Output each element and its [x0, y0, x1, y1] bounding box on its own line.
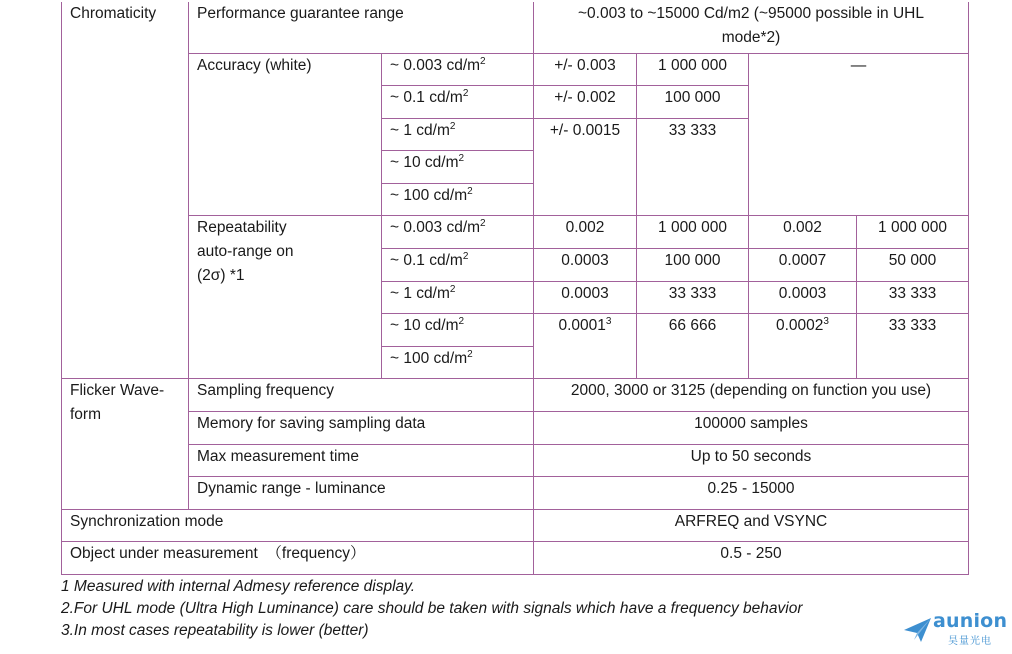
table-row: [62, 412, 969, 445]
accuracy-level: ~ 0.003 $cd/m^2$: [382, 53, 534, 86]
repeat-value-c: 0.0002$^3$: [749, 314, 857, 379]
accuracy-tolerance: +/- 0.002: [534, 86, 637, 119]
flicker-param: Max measurement time: [189, 444, 534, 477]
repeat-value-b: 33 333: [637, 281, 749, 314]
repeat-value-a: 0.002: [534, 216, 637, 249]
perf-range-value: [534, 2, 969, 53]
repeat-value-b: 66 666: [637, 314, 749, 379]
repeat-value-c: 0.002: [749, 216, 857, 249]
table-row: [62, 2, 969, 53]
accuracy-count: 1 000 000: [637, 53, 749, 86]
accuracy-na: [749, 53, 969, 216]
dash-mark: —: [850, 56, 867, 74]
table-row: [62, 477, 969, 510]
aunion-logo: [903, 610, 1008, 647]
accuracy-level: ~ 100 $cd/m^2$: [382, 183, 534, 216]
repeat-value-d: 33 333: [857, 281, 969, 314]
repeat-level: ~ 1 $cd/m^2$: [382, 281, 534, 314]
perf-range-label: Performance guarantee range: [189, 2, 534, 53]
table-row: [62, 379, 969, 412]
flicker-value: 100000 samples: [534, 412, 969, 445]
repeat-value-c: 0.0007: [749, 249, 857, 282]
repeat-value-b: 1 000 000: [637, 216, 749, 249]
repeat-value-d: 33 333: [857, 314, 969, 379]
accuracy-label: Accuracy (white): [189, 53, 382, 216]
repeatability-label: Repeatability auto-range on (2σ) *1: [189, 216, 382, 379]
accuracy-level: ~ 1 $cd/m^2$: [382, 118, 534, 151]
repeat-value-a: 0.0001$^3$: [534, 314, 637, 379]
table-row: [62, 542, 969, 575]
flicker-label: Flicker Wave- form: [62, 379, 189, 509]
footnote-2: 2.For UHL mode (Ultra High Luminance) care should be taken with signals which have a frequency behavior: [61, 600, 803, 617]
flicker-value: 2000, 3000 or 3125 (depending on function you use): [534, 379, 969, 412]
repeat-value-c: 0.0003: [749, 281, 857, 314]
repeat-level: ~ 0.003 $cd/m^2$: [382, 216, 534, 249]
accuracy-tolerance: +/- 0.003: [534, 53, 637, 86]
footnote-1: 1 Measured with internal Admesy reference display.: [61, 578, 416, 595]
repeat-value-d: 50 000: [857, 249, 969, 282]
accuracy-count: 100 000: [637, 86, 749, 119]
chromaticity-label: Chromaticity: [62, 2, 189, 379]
flicker-param: Memory for saving sampling data: [189, 412, 534, 445]
flicker-value: Up to 50 seconds: [534, 444, 969, 477]
repeat-value-b: 100 000: [637, 249, 749, 282]
logo-subtitle: 昊量光电: [948, 636, 992, 647]
table-row: [62, 509, 969, 542]
accuracy-count: 33 333: [637, 118, 749, 216]
spec-table: [61, 2, 969, 575]
accuracy-level: ~ 0.1 $cd/m^2$: [382, 86, 534, 119]
flicker-param: Sampling frequency: [189, 379, 534, 412]
accuracy-tolerance: +/- 0.0015: [534, 118, 637, 216]
footnote-3: 3.In most cases repeatability is lower (better): [61, 622, 369, 639]
repeat-level: ~ 10 $cd/m^2$: [382, 314, 534, 347]
table-row: [62, 216, 969, 249]
repeat-level: ~ 0.1 $cd/m^2$: [382, 249, 534, 282]
sync-label: Synchronization mode: [62, 509, 534, 542]
object-label: Object under measurement （frequency）: [62, 542, 534, 575]
perf-range-line2: mode*2): [721, 29, 781, 46]
repeat-value-a: 0.0003: [534, 249, 637, 282]
perf-range-line1: ~0.003 to ~15000 Cd/m2 (~95000 possible in UHL: [578, 5, 924, 22]
footnotes: [61, 576, 803, 642]
repeat-value-a: 0.0003: [534, 281, 637, 314]
repeat-level: ~ 100 $cd/m^2$: [382, 346, 534, 379]
accuracy-level: ~ 10 $cd/m^2$: [382, 151, 534, 184]
logo-word: aunion: [933, 610, 1008, 632]
table-row: [62, 53, 969, 86]
flicker-value: 0.25 - 15000: [534, 477, 969, 510]
repeat-value-d: 1 000 000: [857, 216, 969, 249]
object-value: 0.5 - 250: [534, 542, 969, 575]
table-row: [62, 444, 969, 477]
flicker-param: Dynamic range - luminance: [189, 477, 534, 510]
paper-plane-icon: [903, 615, 933, 645]
sync-value: ARFREQ and VSYNC: [534, 509, 969, 542]
